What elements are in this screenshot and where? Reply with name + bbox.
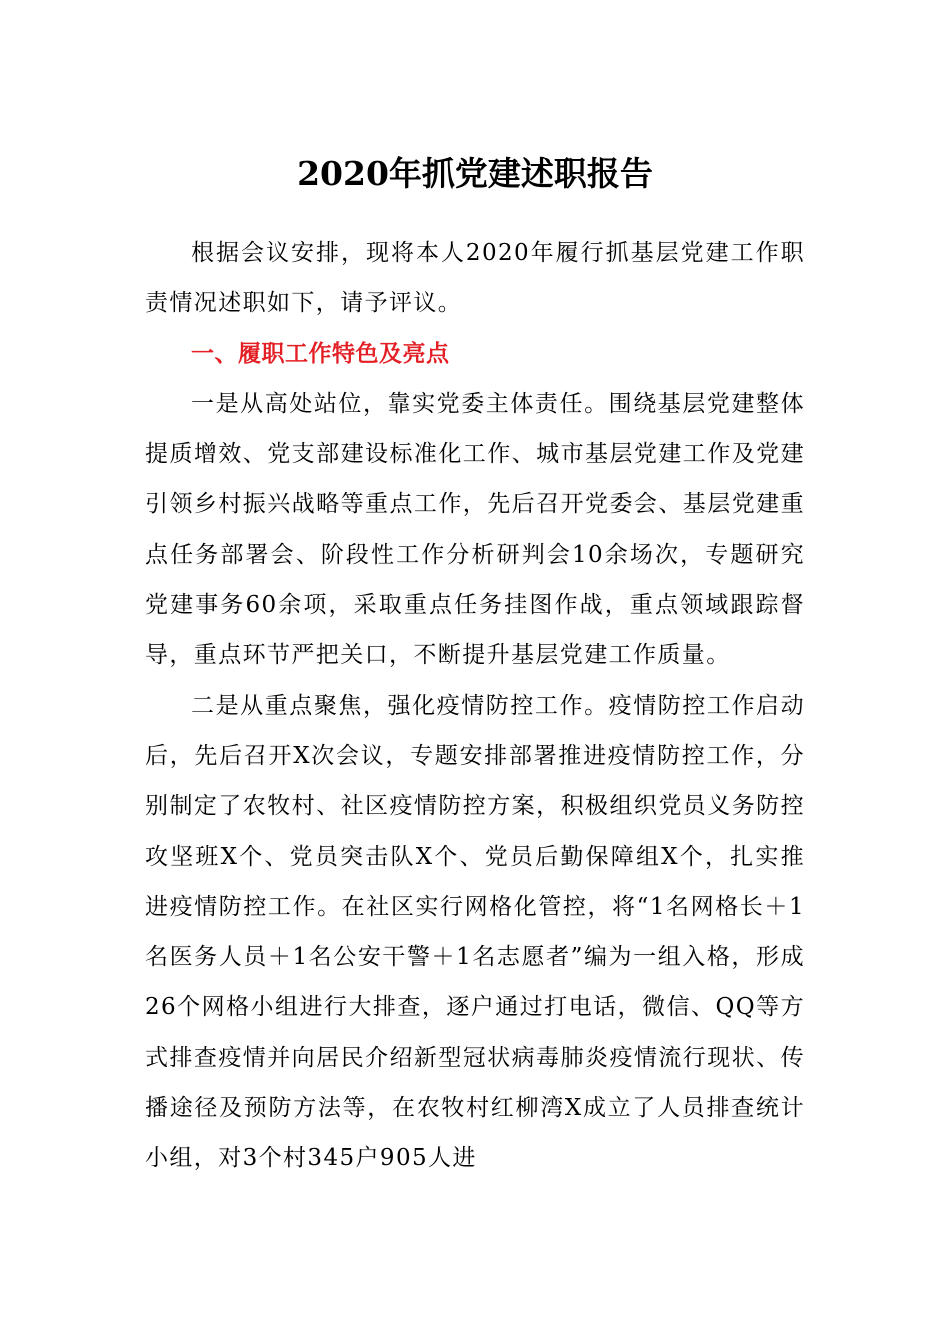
section-heading: 一、履职工作特色及亮点 <box>191 340 450 367</box>
document-body <box>145 228 805 1184</box>
body-paragraph-1: 一是从高处站位，靠实党委主体责任。围绕基层党建整体提质增效、党支部建设标准化工作、城市基层党建工作及党建引领乡村振兴战略等重点工作，先后召开党委会、基层党建重点任务部署会、阶段性工作分析研判会10余场次，专题研究党建事务60余项，采取重点任务挂图作战，重点领域跟踪督导，重点环节严把关口，不断提升基层党建工作质量。 <box>145 390 805 669</box>
body-paragraph-2: 二是从重点聚焦，强化疫情防控工作。疫情防控工作启动后，先后召开X次会议，专题安排部署推进疫情防控工作，分别制定了农牧村、社区疫情防控方案，积极组织党员义务防控攻坚班X个、党员突击队X个、党员后勤保障组X个，扎实推进疫情防控工作。在社区实行网格化管控，将“1名网格长＋1名医务人员＋1名公安干警＋1名志愿者”编为一组入格，形成26个网格小组进行大排查，逐户通过打电话，微信、QQ等方式排查疫情并向居民介绍新型冠状病毒肺炎疫情流行现状、传播途径及预防方法等，在农牧村红柳湾X成立了人员排查统计小组，对3个村345户905人进 <box>145 692 805 1172</box>
document-title: 2020年抓党建述职报告 <box>297 154 653 193</box>
intro-paragraph: 根据会议安排，现将本人2020年履行抓基层党建工作职责情况述职如下，请予评议。 <box>145 240 805 317</box>
